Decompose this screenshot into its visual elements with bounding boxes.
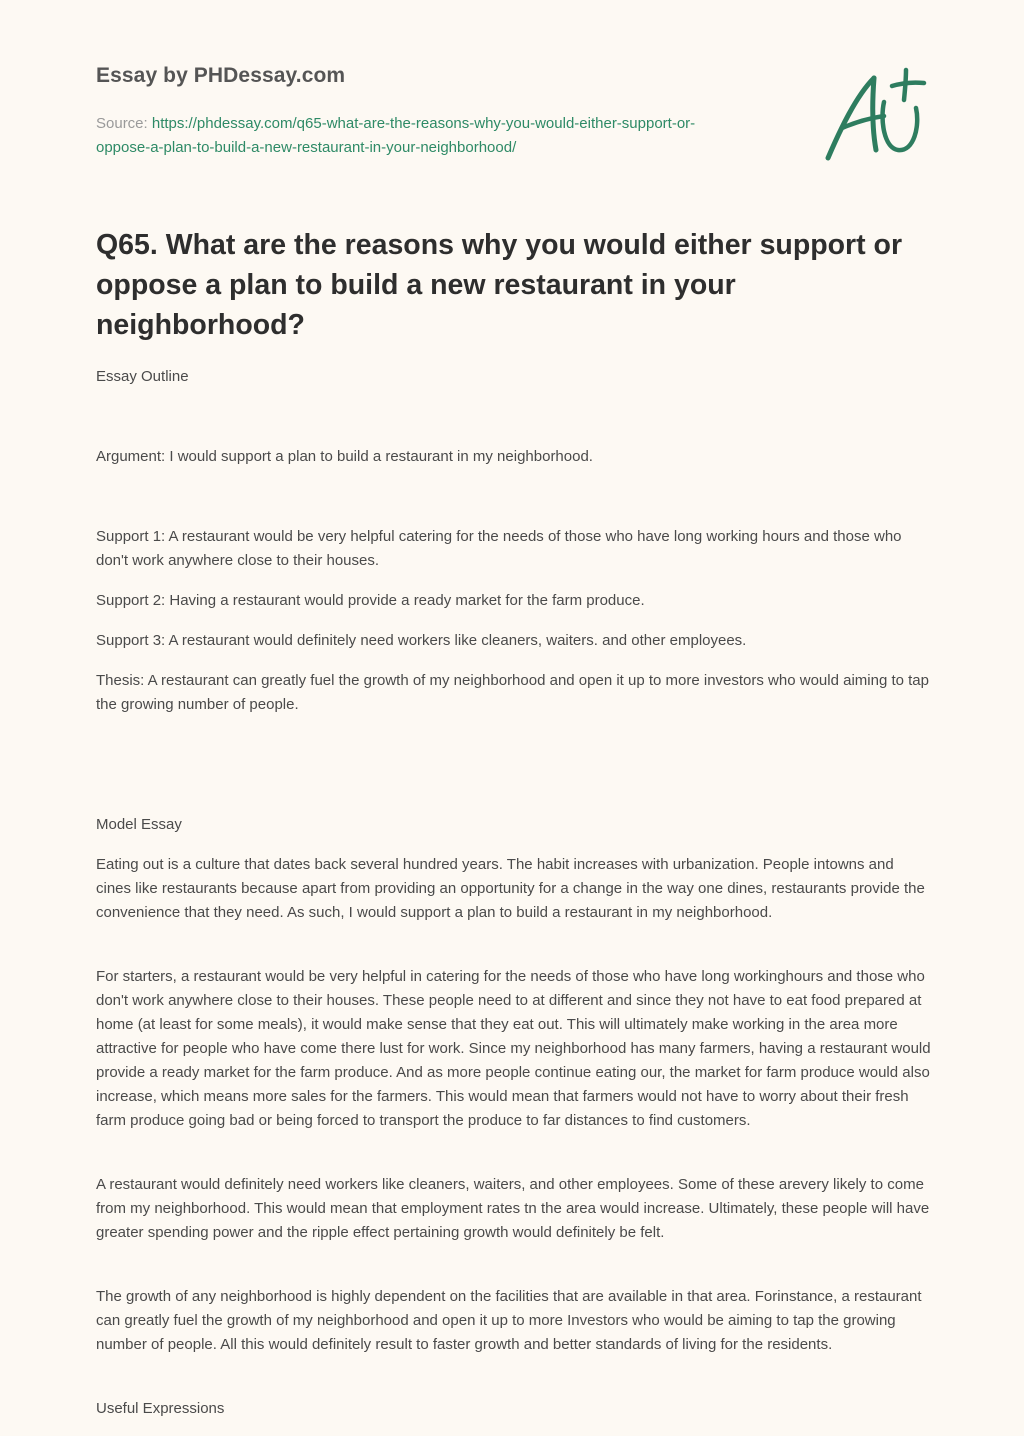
support-3-text: Support 3: A restaurant would definitely need workers like cleaners, waiters. and other employees. xyxy=(96,632,747,649)
source-link[interactable]: https://phdessay.com/q65-what-are-the-reasons-why-you-would-either-support-or-oppose-a-plan-to-build-a-new-restaurant-in-your-neighborhood/ xyxy=(96,115,696,156)
a-plus-logo-icon xyxy=(822,66,928,166)
thesis-text: Thesis: A restaurant can greatly fuel the growth of my neighborhood and open it up to more investors who would aiming to tap the growing number of people. xyxy=(96,672,929,713)
source-label: Source: xyxy=(96,115,152,132)
site-title: Essay by PHDessay.com xyxy=(96,64,346,87)
source-line xyxy=(96,112,736,160)
essay-paragraph: A restaurant would definitely need workers like cleaners, waiters, and other employees. Some of these arevery likely to come from my neighborhood. This would mean that employment rates tn the area would increase. Ultimately, these people will have greater spending power and the ripple effect pertaining growth would definitely be felt. xyxy=(96,1176,930,1241)
argument-text: Argument: I would support a plan to build a restaurant in my neighborhood. xyxy=(96,448,593,465)
essay-paragraph: For starters, a restaurant would be very helpful in catering for the needs of those who have long workinghours and those who don't work anywhere close to their houses. These people need to at different and since they not have to eat food prepared at home (at least for some meals), it would make sense that they eat out. This will ultimately make working in the area more attractive for people who have come there lust for work. Since my neighborhood has many farmers, having a restaurant would provide a ready market for the farm produce. And as more people continue eating our, the market for farm produce would also increase, which means more sales for the farmers. This would mean that farmers would not have to worry about their fresh farm produce going bad or being forced to transport the produce to far distances to find customers. xyxy=(96,968,931,1129)
model-essay-heading: Model Essay xyxy=(96,816,182,833)
support-1-text: Support 1: A restaurant would be very helpful catering for the needs of those who have long working hours and those who don't work anywhere close to their houses. xyxy=(96,528,902,569)
outline-heading: Essay Outline xyxy=(96,368,189,385)
essay-paragraph: The growth of any neighborhood is highly dependent on the facilities that are available in that area. Forinstance, a restaurant can greatly fuel the growth of my neighborhood and open it up to more Investors who would be aiming to tap the growing number of people. All this would definitely result to faster growth and better standards of living for the residents. xyxy=(96,1288,922,1353)
essay-paragraph: Eating out is a culture that dates back several hundred years. The habit increases with urbanization. People intowns and cines like restaurants because apart from providing an opportunity for a change in the way one dines, restaurants provide the convenience that they need. As such, I would support a plan to build a restaurant in my neighborhood. xyxy=(96,856,925,921)
useful-expressions-heading: Useful Expressions xyxy=(96,1400,225,1417)
support-2-text: Support 2: Having a restaurant would provide a ready market for the farm produce. xyxy=(96,592,645,609)
essay-title: Q65. What are the reasons why you would either support or oppose a plan to build a new restaurant in your neighborhood? xyxy=(96,229,903,341)
